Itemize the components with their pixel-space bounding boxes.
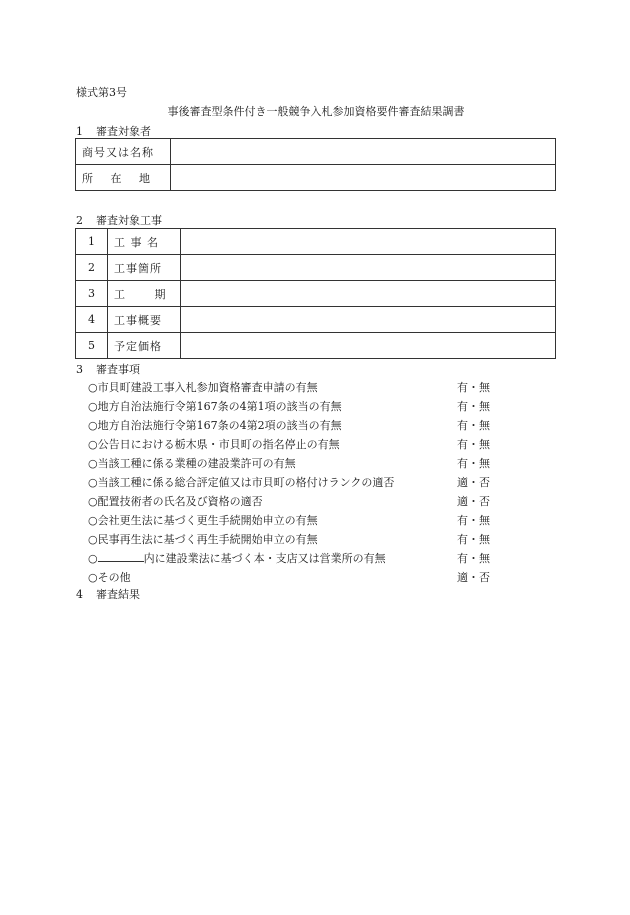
review-item-result[interactable]: 有・無	[457, 514, 490, 527]
construction-table	[75, 228, 556, 359]
list-item	[88, 530, 493, 549]
list-item	[88, 511, 493, 530]
review-item-text: ○会社更生法に基づく更生手続開始申立の有無	[88, 514, 318, 527]
review-item-result[interactable]: 適・否	[457, 571, 490, 584]
table-row	[76, 281, 556, 307]
address-label: 所 在 地	[76, 165, 171, 191]
review-item-text: ○地方自治法施行令第167条の4第2項の該当の有無	[88, 419, 342, 432]
address-value[interactable]	[171, 165, 556, 191]
trade-name-label: 商号又は名称	[76, 139, 171, 165]
list-item	[88, 397, 493, 416]
review-item-text	[88, 549, 386, 568]
review-item-result[interactable]: 有・無	[457, 533, 490, 546]
list-item	[88, 416, 493, 435]
form-number: 様式第3号	[76, 86, 127, 99]
document-title: 事後審査型条件付き一般競争入札参加資格要件審査結果調書	[167, 105, 465, 118]
section-4-heading	[76, 586, 140, 602]
review-item-result[interactable]: 有・無	[457, 419, 490, 432]
section-3-heading	[76, 361, 140, 377]
work-location-label: 工事箇所	[108, 255, 181, 281]
review-item-result[interactable]: 有・無	[457, 400, 490, 413]
section-2-number: 2	[76, 214, 83, 227]
list-item	[88, 549, 493, 568]
list-item	[88, 378, 493, 397]
review-item-text: ○配置技術者の氏名及び資格の適否	[88, 495, 263, 508]
section-4-number: 4	[76, 588, 83, 601]
review-item-result[interactable]: 適・否	[457, 495, 490, 508]
list-item	[88, 473, 493, 492]
review-items-list	[88, 378, 493, 587]
review-item-result[interactable]: 有・無	[457, 552, 490, 565]
table-row	[76, 333, 556, 359]
work-name-label: 工 事 名	[108, 229, 181, 255]
table-row	[76, 165, 556, 191]
review-item-text: ○民事再生法に基づく再生手続開始申立の有無	[88, 533, 318, 546]
section-3-number: 3	[76, 363, 83, 376]
trade-name-value[interactable]	[171, 139, 556, 165]
work-name-value[interactable]	[181, 229, 556, 255]
table-row	[76, 307, 556, 333]
row-number: 5	[76, 333, 108, 359]
review-item-text: ○その他	[88, 571, 131, 584]
blank-fill-line[interactable]	[98, 550, 144, 562]
section-4-title: 審査結果	[96, 588, 140, 601]
row-number: 1	[76, 229, 108, 255]
work-location-value[interactable]	[181, 255, 556, 281]
review-item-text: ○地方自治法施行令第167条の4第1項の該当の有無	[88, 400, 342, 413]
review-item-result[interactable]: 有・無	[457, 457, 490, 470]
review-item-text: ○公告日における栃木県・市貝町の指名停止の有無	[88, 438, 340, 451]
list-item	[88, 568, 493, 587]
review-item-suffix: 内に建設業法に基づく本・支店又は営業所の有無	[143, 552, 386, 565]
section-1-number: 1	[76, 125, 83, 138]
review-item-text: ○当該工種に係る総合評定値又は市貝町の格付けランクの適否	[88, 476, 395, 489]
section-2-heading	[76, 212, 162, 228]
work-summary-value[interactable]	[181, 307, 556, 333]
review-item-result[interactable]: 有・無	[457, 438, 490, 451]
work-period-value[interactable]	[181, 281, 556, 307]
row-number: 4	[76, 307, 108, 333]
table-row	[76, 229, 556, 255]
row-number: 3	[76, 281, 108, 307]
planned-price-value[interactable]	[181, 333, 556, 359]
planned-price-label: 予定価格	[108, 333, 181, 359]
applicant-table	[75, 138, 556, 191]
section-3-title: 審査事項	[96, 363, 140, 376]
row-number: 2	[76, 255, 108, 281]
list-item	[88, 435, 493, 454]
table-row	[76, 255, 556, 281]
list-item	[88, 454, 493, 473]
review-item-text: ○市貝町建設工事入札参加資格審査申請の有無	[88, 381, 318, 394]
section-1-heading	[76, 123, 151, 139]
circle-prefix: ○	[88, 552, 98, 565]
list-item	[88, 492, 493, 511]
table-row	[76, 139, 556, 165]
work-period-label: 工 期	[108, 281, 181, 307]
work-summary-label: 工事概要	[108, 307, 181, 333]
section-2-title: 審査対象工事	[96, 214, 162, 227]
section-1-title: 審査対象者	[96, 125, 151, 138]
review-item-result[interactable]: 適・否	[457, 476, 490, 489]
review-item-result[interactable]: 有・無	[457, 381, 490, 394]
review-item-text: ○当該工種に係る業種の建設業許可の有無	[88, 457, 296, 470]
